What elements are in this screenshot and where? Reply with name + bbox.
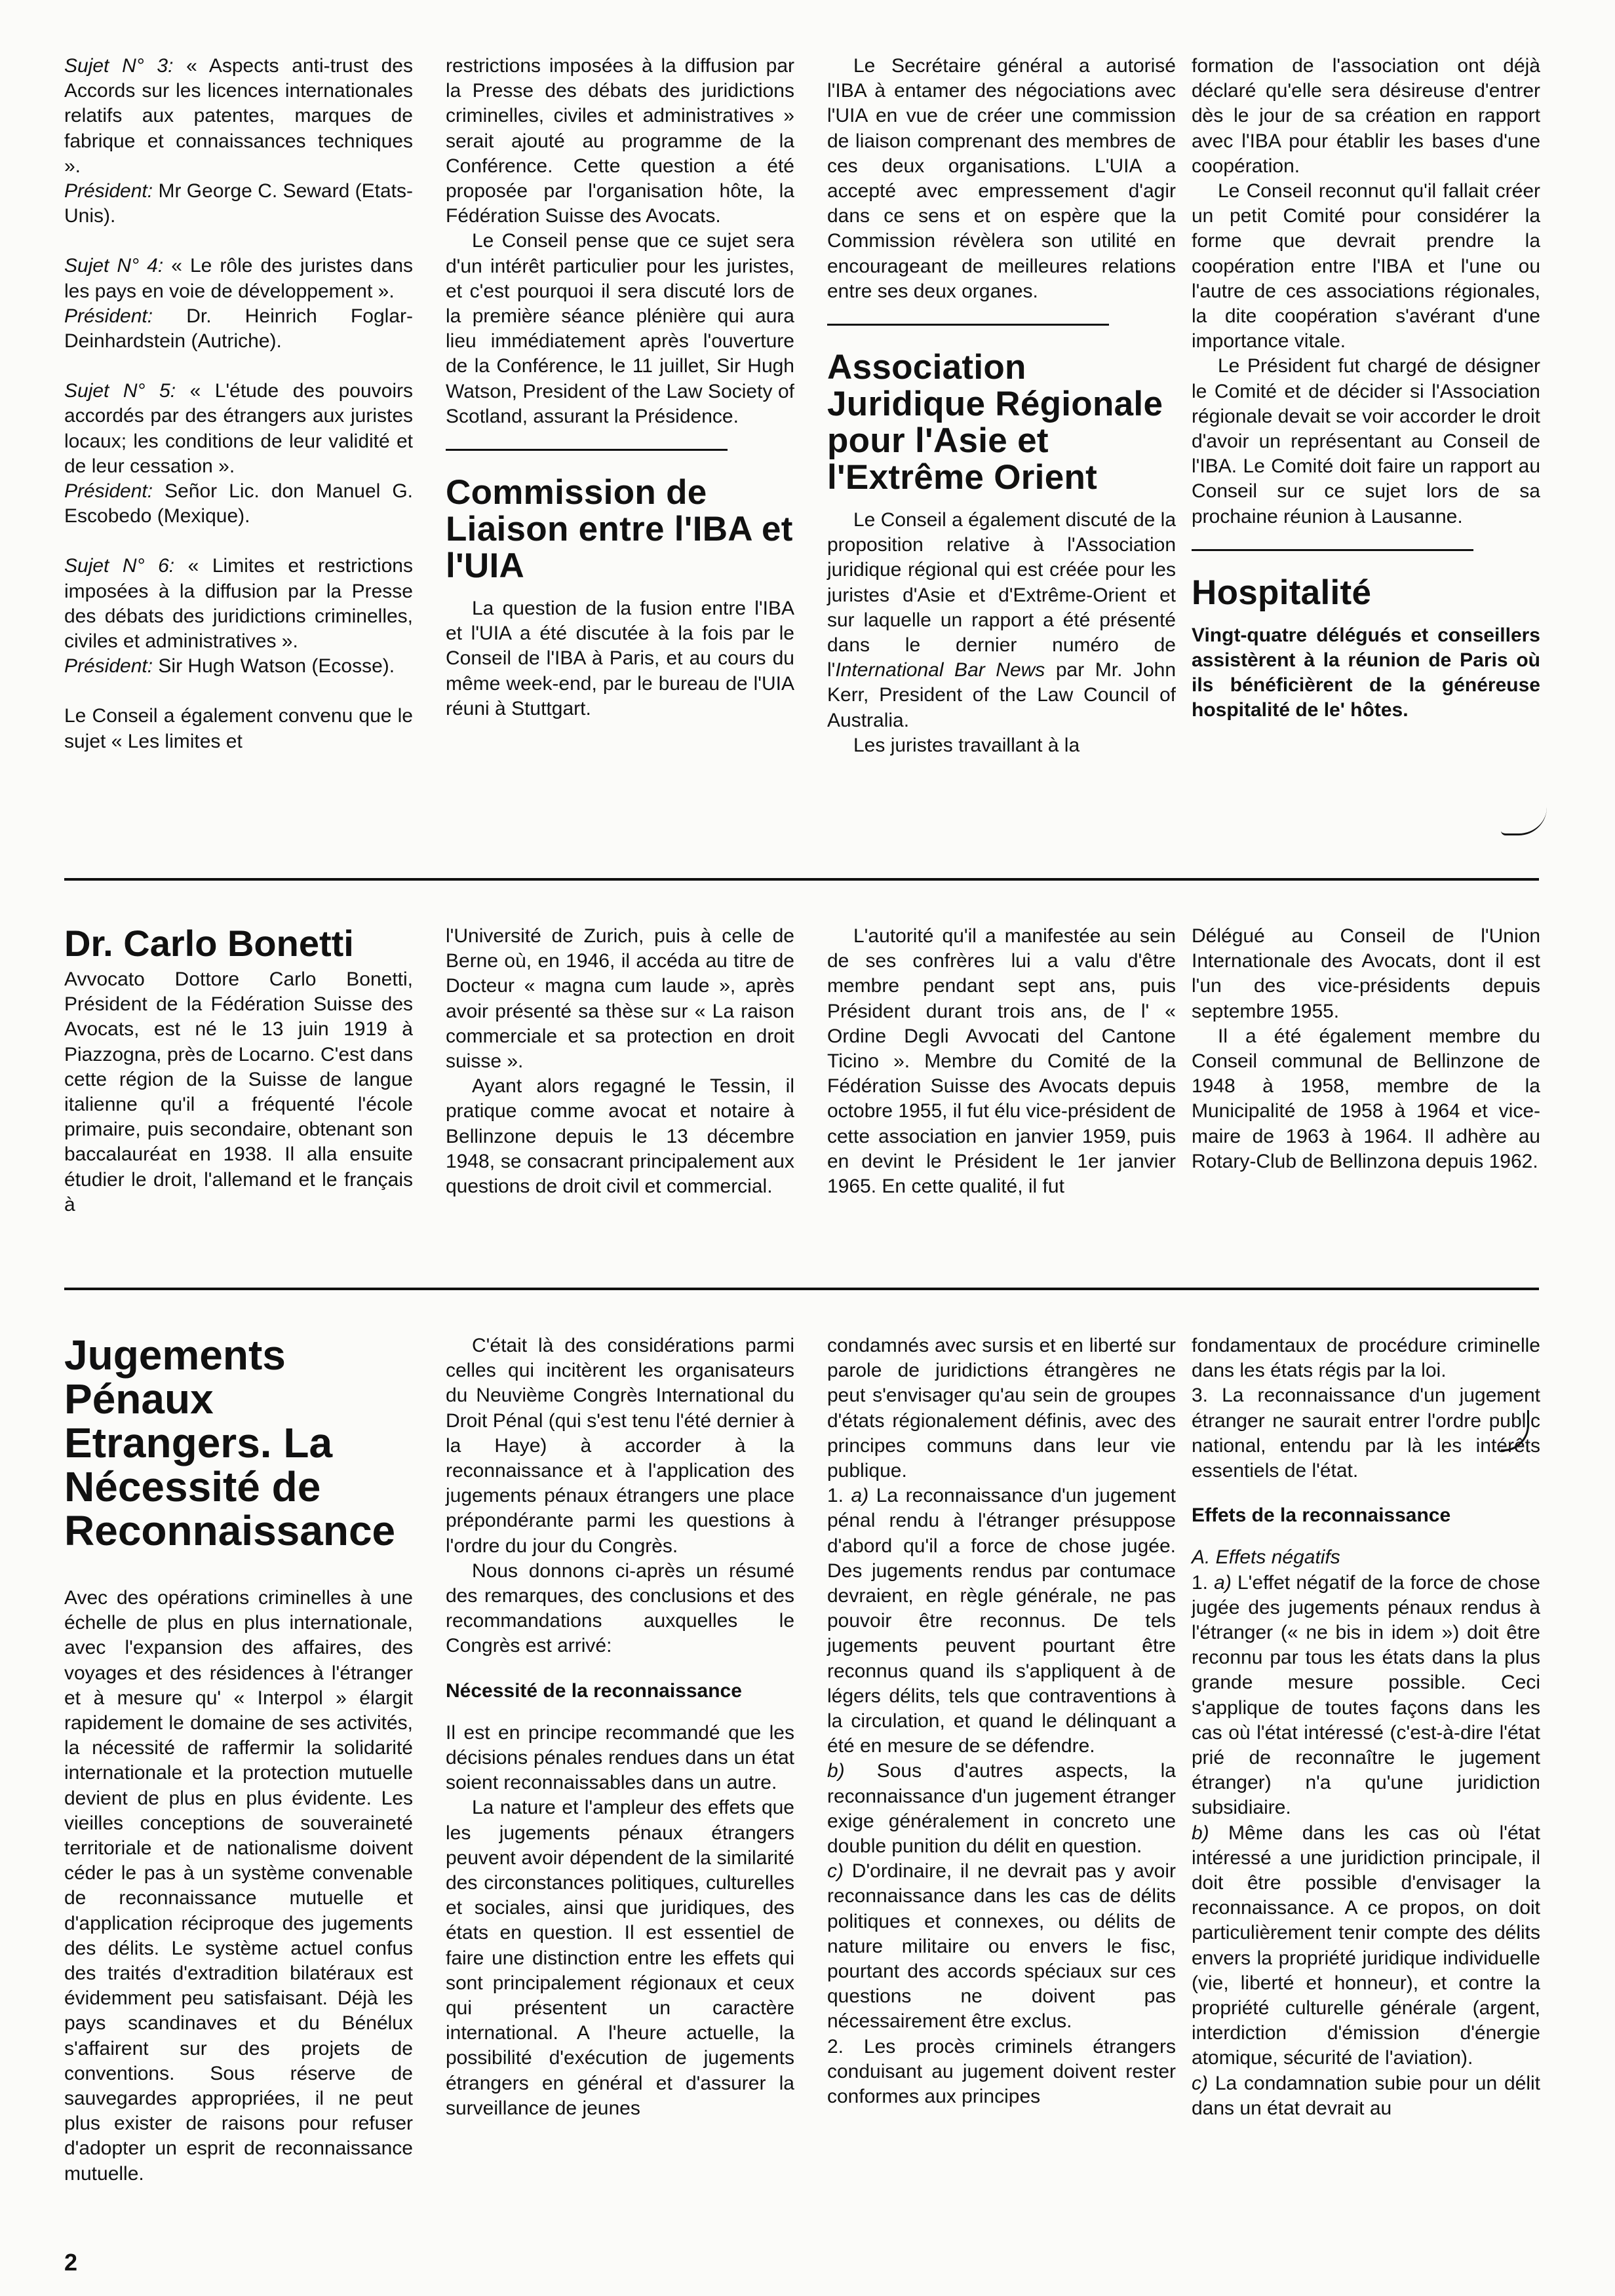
point-1c: c) D'ordinaire, il ne devrait pas y avoir reconnaissance dans les cas de délits politiques et connexes, ou délits de nature militaire ou envers le fisc, pourtant des accords spéciaux sur ces questions ne doivent pas nécessairement être exclus. — [827, 1860, 1177, 2033]
paragraph: Il est en principe recommandé que les décisions pénales rendues dans un état soient reconnaissables dans un autre. — [446, 1721, 794, 1794]
paragraph: l'Université de Zurich, puis à celle de Berne où, en 1946, il accéda au titre de Docteur « magna cum laude », après avoir présenté sa thèse sur « La raison commerciale et sa protection en droit suisse ». — [446, 925, 794, 1073]
point-1b: b) Sous d'autres aspects, la reconnaissance d'un jugement étranger exige généralement in concreto une double punition du délit en question. — [827, 1760, 1176, 1858]
section-heading-asia: Association Juridique Régionale pour l'Asie et l'Extrême Orient — [827, 348, 1163, 497]
top-column-1 — [64, 54, 413, 754]
mid-column-4 — [1192, 924, 1540, 1174]
paragraph: C'était là des considérations parmi celles qui incitèrent les organisateurs du Neuvième Congrès International du Droit Pénal (qui s'est tenu l'été dernier à la Haye) à accorder à la reconnaissance et à l'application des jugements pénaux étrangers une place prépondérante parmi les questions à l'ordre du jour du Congrès. — [446, 1335, 794, 1557]
point-2: 2. Les procès criminels étrangers conduisant au jugement doivent rester conformes aux principes — [827, 2035, 1176, 2108]
paragraph: Les juristes travaillant à la — [853, 734, 1080, 756]
point-c: c) La condamnation subie pour un délit dans un état devrait au — [1192, 2072, 1540, 2119]
top-column-3 — [827, 54, 1176, 758]
paragraph: La question de la fusion entre l'IBA et l'UIA a été discutée à la fois par le Conseil de l'IBA à Paris, et au cours du même week-end, par le bureau de l'UIA réuni à Stuttgart. — [446, 598, 794, 719]
paragraph: restrictions imposées à la diffusion par la Presse des débats des juridictions criminelles, civiles et administratives » serait ajouté au programme de la Conférence. Cette question a été proposée par l'organisation hôte, la Fédération Suisse des Avocats. — [446, 55, 794, 227]
subheading-negative: A. Effets négatifs — [1192, 1546, 1340, 1569]
bottom-column-2 — [446, 1333, 794, 2121]
print-mark — [1501, 807, 1547, 835]
section-divider — [64, 1288, 1539, 1290]
paragraph: Le Conseil pense que ce sujet sera d'un intérêt particulier pour les juristes, et c'est pourquoi il sera discuté lors de la première séance plénière qui aura lieu immédiatement après l'ouverture de la Conférence, le 11 juillet, Sir Hugh Watson, President of the Law Society of Scotland, assurant la Présidence. — [446, 230, 794, 427]
point-a1: 1. a) L'effet négatif de la force de chose jugée des jugements pénaux rendus à l'étranger (« ne bis in idem ») doit être reconnu par tous les états dans la plus grande mesure possible. Ceci s'applique de toutes façons dans les cas où l'état intéressé (c'est-à-dire l'état prié de reconnaître le jugement étranger) n'a qu'une juridiction subsidiaire. — [1192, 1571, 1540, 1819]
mid-column-3 — [827, 924, 1176, 1199]
paragraph: Le Conseil reconnut qu'il fallait créer un petit Comité pour considérer la forme que devrait prendre la coopération entre l'IBA et l'une ou l'autre de ces associations régionales, la dite coopération s'avérant d'une importance vitale. — [1192, 180, 1540, 353]
section-heading-hospitality: Hospitalité — [1192, 573, 1372, 612]
paragraph: Nous donnons ci-après un résumé des remarques, des conclusions et des recommandations auxquelles le Congrès est arrivé: — [446, 1559, 794, 1657]
paragraph: Le Secrétaire général a autorisé l'IBA à entamer des négociations avec l'UIA en vue de créer une commission de liaison comprenant des membres de ces deux organisations. L'UIA a accepté avec empressement d'agir dans ce sens et on espère que la Commission révèlera son utilité en encourageant de meilleures relations entre ses deux organes. — [827, 55, 1176, 302]
paragraph: La nature et l'ampleur des effets que les jugements pénaux étrangers peuvent avoir dépendent de la similarité des circonstances politiques, culturelles et sociales, ainsi que juridiques, des états en question. Il est essentiel de faire une distinction entre les effets qui sont principalement régionaux et ceux qui présentent un caractère international. A l'heure actuelle, la possibilité d'exécution de jugements étrangers en général et d'assurer la surveillance de jeunes — [446, 1797, 794, 2119]
paragraph: Le Président fut chargé de désigner le Comité et de décider si l'Association régionale devait se voir accorder le droit d'avoir un représentant au Conseil de l'IBA. Le Comité doit faire un rapport au Conseil sur ce sujet lors de sa prochaine réunion à Lausanne. — [1192, 355, 1540, 527]
page-number: 2 — [64, 2249, 78, 2276]
top-column-2 — [446, 54, 794, 721]
divider — [827, 324, 1109, 326]
president-4: Président: Dr. Heinrich Foglar-Deinhardstein (Autriche). — [64, 305, 413, 353]
point-b: b) Même dans les cas où l'état intéressé a une juridiction principale, il doit être possible d'envisager la reconnaissance. A ce propos, on doit particulièrement tenir compte des délits envers la propriété juridique individuelle (vie, liberté et honneur), et contre la propriété culturelle générale (argent, interdiction d'émission d'énergie atomique, sécurité de l'aviation). — [1192, 1822, 1540, 2069]
mid-column-2 — [446, 924, 794, 1199]
article-heading: Jugements Pénaux Etrangers. La Nécessité de Reconnaissance — [64, 1331, 396, 1554]
paragraph: Délégué au Conseil de l'Union Internationale des Avocats, dont il est l'un des vice-présidents depuis septembre 1955. — [1192, 925, 1540, 1022]
subject-6: Sujet N° 6: « Limites et restrictions imposées à la diffusion par la Presse des débats des juridictions criminelles, civiles et administratives ». — [64, 555, 413, 653]
paragraph: Vingt-quatre délégués et conseillers assistèrent à la réunion de Paris où ils bénéficièrent de la généreuse hospitalité de le' hôtes. — [1192, 624, 1540, 721]
point-1a: 1. a) La reconnaissance d'un jugement pénal rendu à l'étranger présuppose d'abord qu'il a force de chose jugée. Des jugements rendus par contumace devraient, en règle générale, ne pas pouvoir être reconnus. De tels jugements peuvent pourtant être reconnus quand ils s'appliquent à de légers délits, tels que contraventions à la circulation, et quand le délinquant a été en mesure de se défendre. — [827, 1485, 1177, 1757]
profile-heading: Dr. Carlo Bonetti — [64, 923, 354, 964]
section-heading-liaison: Commission de Liaison entre l'IBA et l'UIA — [446, 473, 793, 586]
paragraph: Avec des opérations criminelles à une échelle de plus en plus internationale, avec l'expansion des affaires, des voyages et des résidences à l'étranger et à mesure qu' « Interpol » élargit rapidement le domaine de ses activités, la nécessité de raffermir la solidarité internationale et la protection mutuelle devient de plus en plus évidente. Les vieilles conceptions de souveraineté territoriale et de nationalisme doivent céder le pas à un système convenable de reconnaissance mutuelle et d'application réciproque des jugements des délits. Le système actuel confus des traités d'extradition bilatéraux est évidemment peu satisfaisant. Déjà les pays scandinaves et du Bénélux s'affairent sur des projets de conventions. Sous réserve de sauvegardes appropriées, il ne peut plus exister de raisons pour refuser d'adopter un esprit de reconnaissance mutuelle. — [64, 1587, 413, 2185]
president-6: Président: Sir Hugh Watson (Ecosse). — [64, 655, 395, 678]
paragraph: condamnés avec sursis et en liberté sur parole de juridictions étrangères ne peut s'envisager qu'au sein de groupes d'états régionalement définis, avec des principes communs dans leur vie publique. — [827, 1335, 1176, 1482]
divider — [446, 449, 728, 451]
paragraph: L'autorité qu'il a manifestée au sein de ses confrères lui a valu d'être membre pendant sept ans, puis Président durant trois ans, de l' « Ordine Degli Avvocati del Cantone Ticino ». Membre du Comité de la Fédération Suisse des Avocats depuis octobre 1955, il fut élu vice-président de cette association en janvier 1959, puis en devint le Président le 1er janvier 1965. En cette qualité, il fut — [827, 925, 1176, 1198]
divider — [1192, 549, 1473, 551]
paragraph: formation de l'association ont déjà déclaré qu'elle sera désireuse d'entrer dès le jour de sa création en rapport avec l'IBA pour établir les bases d'une coopération. — [1192, 55, 1540, 177]
top-column-4 — [1192, 54, 1540, 723]
subheading-necessity: Nécessité de la reconnaissance — [446, 1679, 742, 1702]
paragraph: Ayant alors regagné le Tessin, il pratique comme avocat et notaire à Bellinzone depuis le 13 décembre 1948, se consacrant principalement aux questions de droit civil et commercial. — [446, 1075, 794, 1198]
council-paragraph: Le Conseil a également convenu que le sujet « Les limites et — [64, 705, 413, 752]
subject-4: Sujet N° 4: « Le rôle des juristes dans les pays en voie de développement ». — [64, 255, 414, 302]
bottom-column-1 — [64, 1333, 413, 2187]
paragraph: Il a été également membre du Conseil communal de Bellinzone de 1948 à 1958, membre de la Municipalité de 1958 à 1964 et vice-maire de 1963 à 1964. Il adhère au Rotary-Club de Bellinzona depuis 1962. — [1192, 1025, 1540, 1172]
subheading-effects: Effets de la reconnaissance — [1192, 1504, 1451, 1527]
paragraph: Le Conseil a également discuté de la proposition relative à l'Association juridique régional qui est créée pour les juristes d'Asie et d'Extrême-Orient et sur laquelle un rapport a été présenté dans le dernier numéro de l'International Bar News par Mr. John Kerr, President of the Law Council of Australia. — [827, 509, 1176, 731]
paragraph: fondamentaux de procédure criminelle dans les états régis par la loi. — [1192, 1335, 1540, 1382]
president-3: Président: Mr George C. Seward (Etats-Unis). — [64, 180, 414, 227]
subject-3: Sujet N° 3: « Aspects anti-trust des Accords sur les licences internationales relatifs aux patentes, marques de fabrique et connaissances techniques ». — [64, 55, 413, 177]
section-divider — [64, 878, 1539, 881]
president-5: Président: Señor Lic. don Manuel G. Escobedo (Mexique). — [64, 480, 413, 527]
subject-5: Sujet N° 5: « L'étude des pouvoirs accordés par des étrangers aux juristes locaux; les conditions de leur validité et de leur cessation ». — [64, 380, 413, 477]
point-3: 3. La reconnaissance d'un jugement étranger ne saurait entrer l'ordre public national, entendu par là les intérêts essentiels de l'état. — [1192, 1385, 1540, 1482]
paragraph: Avvocato Dottore Carlo Bonetti, Président de la Fédération Suisse des Avocats, est né le 13 juin 1919 à Piazzogna, près de Locarno. C'est dans cette région de la Suisse de langue italienne qu'il a fréquenté l'école primaire, puis secondaire, obtenant son baccalauréat en 1938. Il alla ensuite étudier le droit, l'allemand et le français à — [64, 968, 413, 1215]
mid-column-1 — [64, 924, 413, 1217]
bottom-column-4 — [1192, 1333, 1540, 2121]
bottom-column-3 — [827, 1333, 1176, 2109]
